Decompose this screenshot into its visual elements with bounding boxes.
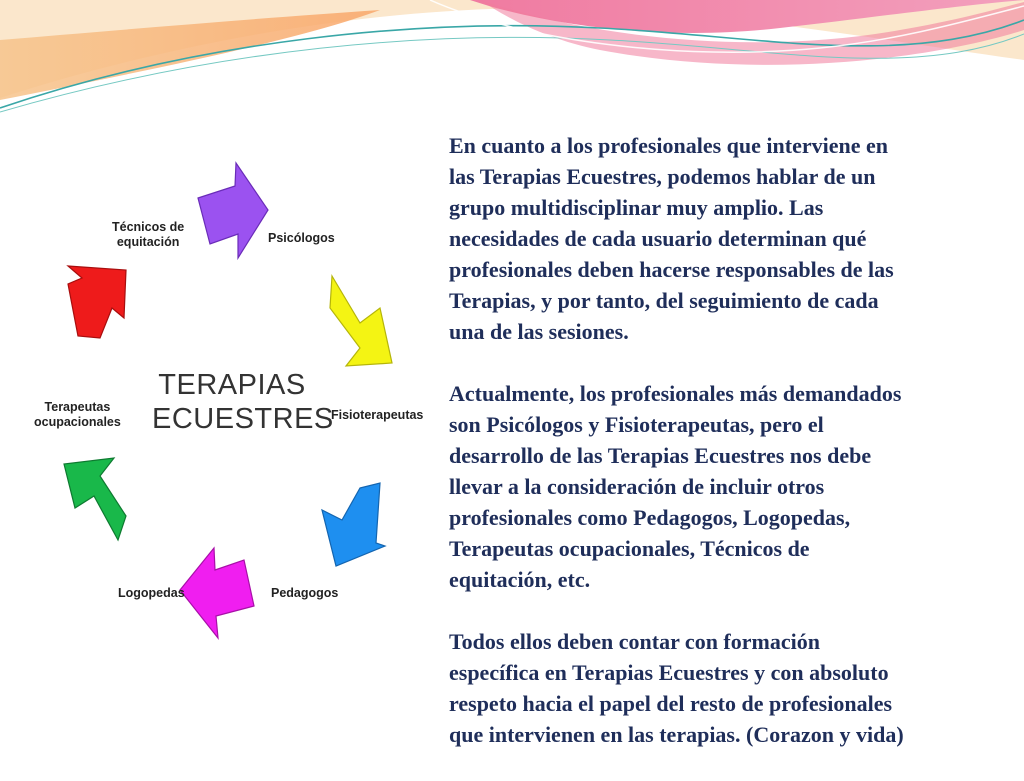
center-title bbox=[152, 368, 334, 436]
label-fisioterapeutas: Fisioterapeutas bbox=[331, 408, 424, 422]
magenta-arrow bbox=[180, 548, 254, 638]
label-terapeutas-line2: ocupacionales bbox=[34, 415, 121, 429]
green-arrow bbox=[64, 458, 126, 540]
decorative-banner bbox=[0, 0, 1024, 130]
center-title-line1: TERAPIAS bbox=[158, 369, 306, 401]
label-tecnicos-line1: Técnicos de bbox=[112, 220, 185, 234]
center-title-line2: ECUESTRES bbox=[152, 403, 334, 435]
label-pedagogos: Pedagogos bbox=[271, 586, 339, 600]
label-terapeutas bbox=[34, 400, 121, 430]
text-column bbox=[449, 130, 989, 781]
label-logopedas: Logopedas bbox=[118, 586, 185, 600]
paragraph-2: Actualmente, los profesionales más demandados son Psicólogos y Fisioterapeutas, pero el desarrollo de las Terapias Ecuestres nos debe llevar a la consideración de incluir otros profesionales como Pedagogos, Logopedas, Terapeutas ocupacionales, Técnicos de equitación, etc. bbox=[449, 381, 902, 592]
blue-arrow bbox=[322, 483, 385, 566]
terapias-diagram bbox=[30, 158, 425, 673]
purple-arrow bbox=[198, 163, 268, 258]
label-terapeutas-line1: Terapeutas bbox=[44, 400, 111, 414]
label-tecnicos-line2: equitación bbox=[116, 235, 180, 249]
label-psicologos: Psicólogos bbox=[268, 231, 335, 245]
paragraph-3: Todos ellos deben contar con formación específica en Terapias Ecuestres y con absoluto respeto hacia el papel del resto de profesionales que intervienen en las terapias. (Corazon y vida) bbox=[449, 629, 904, 747]
red-arrow bbox=[68, 266, 126, 338]
yellow-arrow bbox=[330, 276, 392, 366]
label-tecnicos bbox=[112, 220, 184, 250]
paragraph-1: En cuanto a los profesionales que interviene en las Terapias Ecuestres, podemos hablar de un grupo multidisciplinar muy amplio. Las necesidades de cada usuario determinan qué profesionales deben hacerse responsables de las Terapias, y por tanto, del seguimiento de cada una de las sesiones. bbox=[449, 133, 894, 344]
